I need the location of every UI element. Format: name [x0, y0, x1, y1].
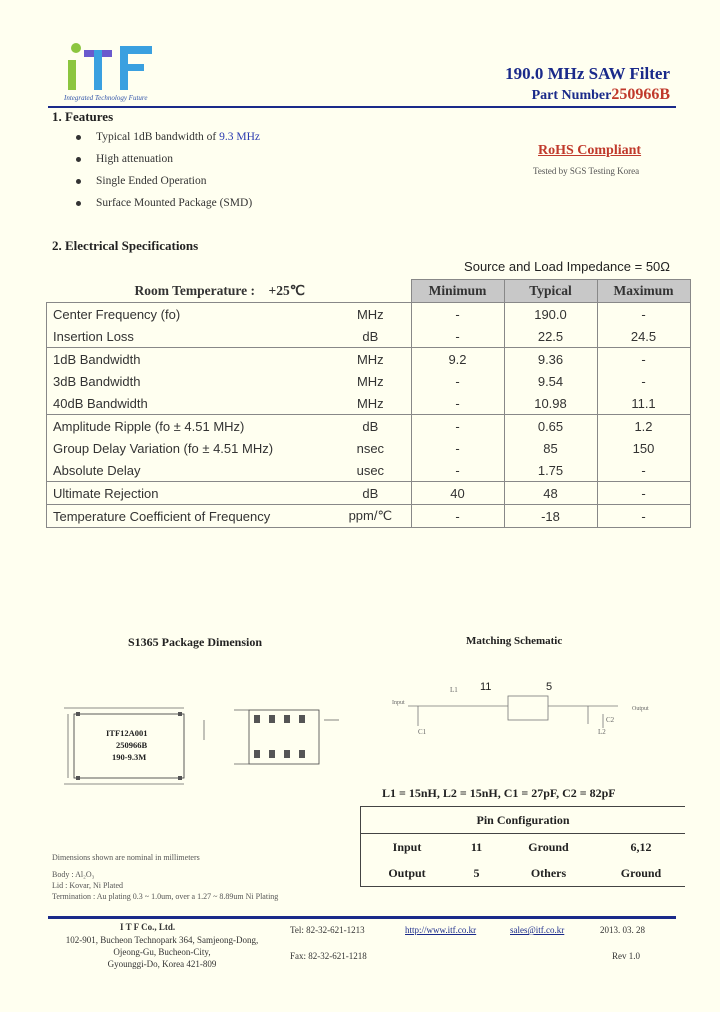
footer-email-link[interactable] [510, 925, 564, 935]
spec-row [47, 415, 691, 438]
spec-typ: -18 [504, 505, 597, 528]
spec-unit: MHz [330, 348, 411, 371]
spec-max: - [597, 348, 690, 371]
spec-min: - [411, 303, 504, 326]
spec-typ: 22.5 [504, 325, 597, 348]
spec-param: Absolute Delay [47, 459, 331, 482]
schematic-label-c1: C1 [418, 728, 427, 736]
spec-max: 11.1 [597, 392, 690, 415]
pin-row [361, 834, 686, 861]
spec-max: - [597, 505, 690, 528]
schematic-pin-left: 11 [480, 681, 492, 693]
address-line: Gyounggi-Do, Korea 421-809 [107, 959, 217, 969]
note-line: Body : Al₂O₃ [52, 870, 95, 879]
spec-row [47, 482, 691, 505]
pin-config-title: Pin Configuration [361, 807, 686, 834]
spec-min: - [411, 392, 504, 415]
package-title: S1365 Package Dimension [128, 635, 263, 649]
spec-table [46, 279, 691, 528]
feature-item: Surface Mounted Package (SMD) [72, 194, 260, 216]
footer-tel: Tel: 82-32-621-1213 [290, 925, 365, 935]
spec-max: - [597, 370, 690, 392]
feature-item: High attenuation [72, 150, 260, 172]
spec-typ: 1.75 [504, 459, 597, 482]
spec-row [47, 459, 691, 482]
package-marking-line-1: ITF12A001 [106, 728, 148, 738]
pin-cell: Output [361, 860, 454, 887]
matching-schematic [378, 676, 678, 746]
package-marking-line-2: 250966B [116, 740, 148, 750]
company-name: I T F Co., Ltd. [120, 922, 176, 932]
package-dimension-drawing [54, 690, 354, 800]
spec-param: Insertion Loss [47, 325, 331, 348]
pin-cell: 5 [453, 860, 500, 887]
room-temp-header [47, 280, 412, 303]
spec-row [47, 303, 691, 326]
address-line: Ojeong-Gu, Bucheon-City, [113, 947, 211, 957]
spec-unit: dB [330, 482, 411, 505]
spec-min: - [411, 437, 504, 459]
schematic-label-l1: L1 [450, 686, 458, 694]
footer-web-link[interactable] [405, 925, 476, 935]
spec-unit: MHz [330, 303, 411, 326]
footer-date: 2013. 03. 28 [600, 925, 645, 935]
schematic-title: Matching Schematic [466, 635, 563, 647]
spec-max: 24.5 [597, 325, 690, 348]
features-heading: 1. Features [52, 109, 114, 124]
spec-min: - [411, 325, 504, 348]
note-line: Lid : Kovar, Ni Plated [52, 881, 123, 890]
spec-typ: 10.98 [504, 392, 597, 415]
footer-rule [48, 916, 676, 919]
schematic-label-c2: C2 [606, 716, 615, 724]
spec-param: 40dB Bandwidth [47, 392, 331, 415]
spec-param: Center Frequency (fo) [47, 303, 331, 326]
pin-cell: Ground [597, 860, 685, 887]
features-list [72, 128, 260, 216]
spec-max: 1.2 [597, 415, 690, 438]
spec-min: 40 [411, 482, 504, 505]
feature-item [72, 128, 260, 150]
spec-row [47, 505, 691, 528]
feature-item: Single Ended Operation [72, 172, 260, 194]
spec-max: - [597, 303, 690, 326]
spec-unit: dB [330, 325, 411, 348]
schematic-label-l2: L2 [598, 728, 606, 736]
room-temp-label: Room Temperature : [134, 282, 255, 298]
rohs-label: RoHS Compliant [538, 143, 642, 158]
spec-typ: 85 [504, 437, 597, 459]
spec-param: Temperature Coefficient of Frequency [47, 505, 331, 528]
spec-row [47, 392, 691, 415]
footer-revision: Rev 1.0 [612, 951, 640, 961]
spec-row [47, 325, 691, 348]
package-marking-line-3: 190-9.3M [112, 752, 147, 762]
feature-text: Typical 1dB bandwidth of [96, 131, 220, 143]
spec-param: 1dB Bandwidth [47, 348, 331, 371]
room-temp-value: +25℃ [268, 282, 305, 298]
spec-param: Group Delay Variation (fo ± 4.51 MHz) [47, 437, 331, 459]
spec-unit: ppm/℃ [330, 505, 411, 528]
electrical-heading: 2. Electrical Specifications [52, 238, 199, 253]
spec-unit: dB [330, 415, 411, 438]
impedance-note: Source and Load Impedance = 50Ω [464, 259, 670, 274]
col-minimum: Minimum [411, 280, 504, 303]
email-link[interactable]: sales@itf.co.kr [510, 925, 565, 935]
pin-cell: 6,12 [630, 839, 652, 854]
part-number: 250966B [611, 86, 670, 103]
spec-unit: MHz [330, 392, 411, 415]
note-line: Termination : Au plating 0.3 ~ 1.0um, over a 1.27 ~ 8.89um Ni Plating [52, 892, 279, 901]
spec-min: - [411, 415, 504, 438]
header-rule [48, 106, 676, 108]
spec-min: - [411, 505, 504, 528]
logo-tagline: Integrated Technology Future [64, 94, 148, 102]
footer-fax: Fax: 82-32-621-1218 [290, 951, 367, 961]
spec-unit: MHz [330, 370, 411, 392]
spec-typ: 48 [504, 482, 597, 505]
spec-param: Amplitude Ripple (fo ± 4.51 MHz) [47, 415, 331, 438]
spec-typ: 9.54 [504, 370, 597, 392]
col-typical: Typical [504, 280, 597, 303]
address-line: 102-901, Bucheon Technopark 364, Samjeong-Dong, [65, 935, 259, 945]
spec-max: 150 [597, 437, 690, 459]
part-number-label: Part Number [531, 88, 612, 103]
spec-unit: nsec [330, 437, 411, 459]
spec-header-row [47, 280, 691, 303]
product-title: 190.0 MHz SAW Filter [505, 64, 670, 83]
spec-min: - [411, 370, 504, 392]
spec-row [47, 437, 691, 459]
itf-logo [62, 38, 172, 98]
rohs-note: Tested by SGS Testing Korea [533, 166, 640, 176]
package-notes [52, 852, 278, 902]
spec-typ: 0.65 [504, 415, 597, 438]
spec-typ: 9.36 [504, 348, 597, 371]
part-number-row [532, 86, 670, 104]
feature-bandwidth-value: 9.3 MHz [219, 131, 261, 143]
pin-cell: Others [500, 860, 597, 887]
spec-max: - [597, 459, 690, 482]
pin-row [361, 860, 686, 887]
spec-param: Ultimate Rejection [47, 482, 331, 505]
col-maximum: Maximum [597, 280, 690, 303]
pin-config-title-row [361, 807, 686, 834]
web-link[interactable]: http://www.itf.co.kr [405, 925, 477, 935]
matching-values: L1 = 15nH, L2 = 15nH, C1 = 27pF, C2 = 82pF [382, 786, 616, 800]
spec-typ: 190.0 [504, 303, 597, 326]
schematic-pin-right: 5 [546, 681, 553, 693]
spec-row [47, 370, 691, 392]
schematic-label-output: Output [632, 706, 649, 712]
spec-row [47, 348, 691, 371]
pin-config-table [360, 806, 685, 887]
pin-cell: 11 [470, 839, 483, 854]
spec-min: - [411, 459, 504, 482]
note-line: Dimensions shown are nominal in millimeters [52, 853, 200, 862]
spec-param: 3dB Bandwidth [47, 370, 331, 392]
spec-min: 9.2 [411, 348, 504, 371]
spec-max: - [597, 482, 690, 505]
spec-unit: usec [330, 459, 411, 482]
company-address [52, 934, 272, 970]
pin-cell: Ground [528, 839, 569, 854]
schematic-label-input: Input [392, 700, 405, 706]
pin-cell: Input [361, 834, 454, 861]
